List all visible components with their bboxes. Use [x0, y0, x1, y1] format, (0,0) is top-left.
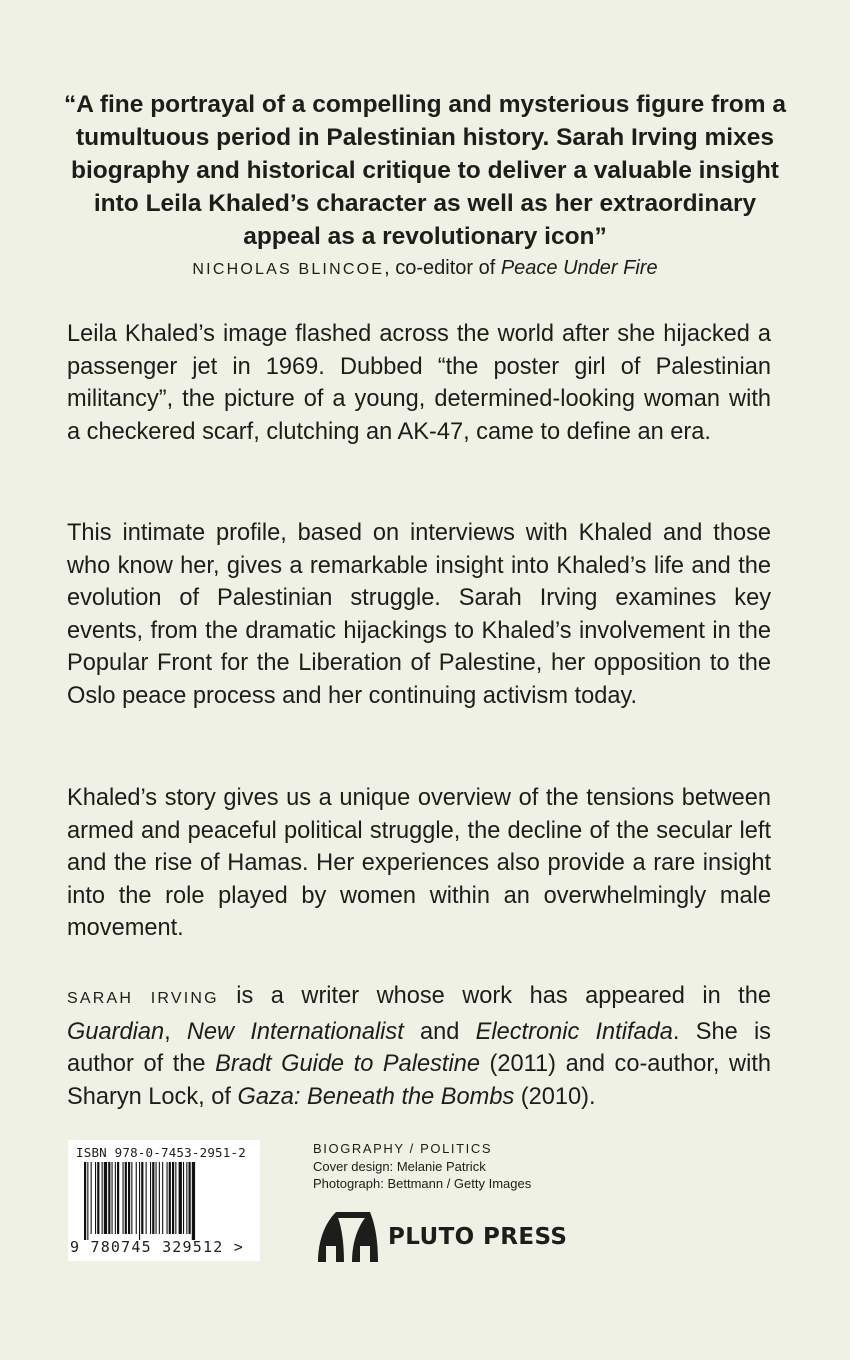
- book-title: Gaza: Beneath the Bombs: [237, 1083, 515, 1110]
- bio-text: (2010).: [514, 1083, 596, 1110]
- publication-title: Guardian: [67, 1018, 165, 1045]
- pluto-press-logo-icon: [314, 1208, 382, 1264]
- endorsement-quote: “A fine portrayal of a compelling and mysterious figure from a tumultuous period in Palestinian history. Sarah Irving mixes biography and historical critique to deliver a valuable insight into Leila Khaled’s character as well as her extraordinary appeal as a revolutionary icon”: [64, 91, 786, 250]
- cover-metadata: [313, 1140, 531, 1193]
- bio-text: . She is author of the: [67, 1018, 771, 1078]
- barcode-bar: [150, 1162, 151, 1234]
- barcode-bar: [108, 1162, 110, 1234]
- barcode-bar: [169, 1162, 171, 1234]
- bio-text: is a writer whose work has appeared in the: [218, 983, 771, 1009]
- publication-title: Electronic Intifada: [475, 1018, 673, 1045]
- photograph-credit: Photograph: Bettmann / Getty Images: [313, 1176, 532, 1191]
- barcode-bar: [91, 1162, 92, 1234]
- barcode-bar: [186, 1162, 187, 1234]
- barcode-bar: [125, 1162, 127, 1234]
- barcode-bar: [156, 1162, 157, 1234]
- endorsement-attribution: [60, 254, 790, 284]
- barcode-bar: [167, 1162, 168, 1234]
- barcode-bar: [97, 1162, 99, 1234]
- barcode-bar: [117, 1162, 119, 1234]
- publication-title: New Internationalist: [186, 1018, 404, 1045]
- bio-text: and: [403, 1018, 476, 1045]
- barcode-bar: [183, 1162, 184, 1234]
- barcode-bar: [159, 1162, 160, 1234]
- author-name: SARAH IRVING: [67, 990, 219, 1007]
- barcode-bar: [162, 1162, 163, 1234]
- barcode-bar: [104, 1162, 107, 1234]
- bio-text: ,: [164, 1018, 187, 1045]
- barcode-bar: [87, 1162, 88, 1240]
- barcode-bar: [115, 1162, 116, 1234]
- publisher-name: PLUTO PRESS: [388, 1224, 568, 1250]
- description-paragraph-1: Leila Khaled’s image flashed across the world after she hijacked a passenger jet in 1969. Dubbed “the poster girl of Palestinian militancy”, the picture of a young, determined-looking woman with a checkered scarf, clutching an AK-47, came to define an era.: [67, 321, 771, 445]
- barcode-bar: [84, 1162, 86, 1240]
- barcode-bar: [189, 1162, 191, 1234]
- barcode-bar: [152, 1162, 154, 1234]
- barcode-bar: [136, 1162, 137, 1234]
- isbn-barcode: [68, 1140, 260, 1261]
- endorser-role: , co-editor of: [384, 257, 501, 279]
- description-paragraph-3: Khaled’s story gives us a unique overview of the tensions between armed and peaceful political struggle, the decline of the secular left and the rise of Hamas. Her experiences also provide a rare insight into the role played by women within an overwhelmingly male movement.: [67, 785, 771, 942]
- book-title: Bradt Guide to Palestine: [215, 1051, 480, 1078]
- barcode-bar: [179, 1162, 182, 1234]
- isbn-label: ISBN 978-0-7453-2951-2: [76, 1145, 246, 1160]
- barcode-bar: [131, 1162, 132, 1234]
- barcode-bar: [128, 1162, 130, 1234]
- barcode-bar: [112, 1162, 113, 1234]
- barcode-bar: [172, 1162, 174, 1234]
- barcode-bar: [146, 1162, 147, 1234]
- barcode-bars-icon: [84, 1162, 246, 1240]
- book-category: BIOGRAPHY / POLITICS: [313, 1141, 493, 1156]
- barcode-bar: [141, 1162, 143, 1234]
- isbn-digits: 9 780745 329512 >: [70, 1238, 244, 1256]
- endorser-name: NICHOLAS BLINCOE: [192, 261, 385, 278]
- endorser-work-title: Peace Under Fire: [500, 257, 658, 279]
- barcode-bar: [192, 1162, 195, 1240]
- barcode-bar: [175, 1162, 176, 1234]
- author-bio: [67, 980, 771, 1113]
- barcode-bar: [123, 1162, 124, 1234]
- barcode-bar: [102, 1162, 103, 1234]
- description-paragraph-2: This intimate profile, based on interviews with Khaled and those who know her, gives a remarkable insight into Khaled’s life and the evolution of Palestinian struggle. Sarah Irving examines key events, from the dramatic hijackings to Khaled’s involvement in the Popular Front for the Liberation of Palestine, her opposition to the Oslo peace process and her continuing activism today.: [67, 520, 771, 709]
- bio-text: (2011) and co-author, with Sharyn Lock, of: [67, 1051, 771, 1110]
- cover-design-credit: Cover design: Melanie Patrick: [313, 1158, 486, 1174]
- barcode-bar: [95, 1162, 96, 1234]
- barcode-bar: [139, 1162, 140, 1240]
